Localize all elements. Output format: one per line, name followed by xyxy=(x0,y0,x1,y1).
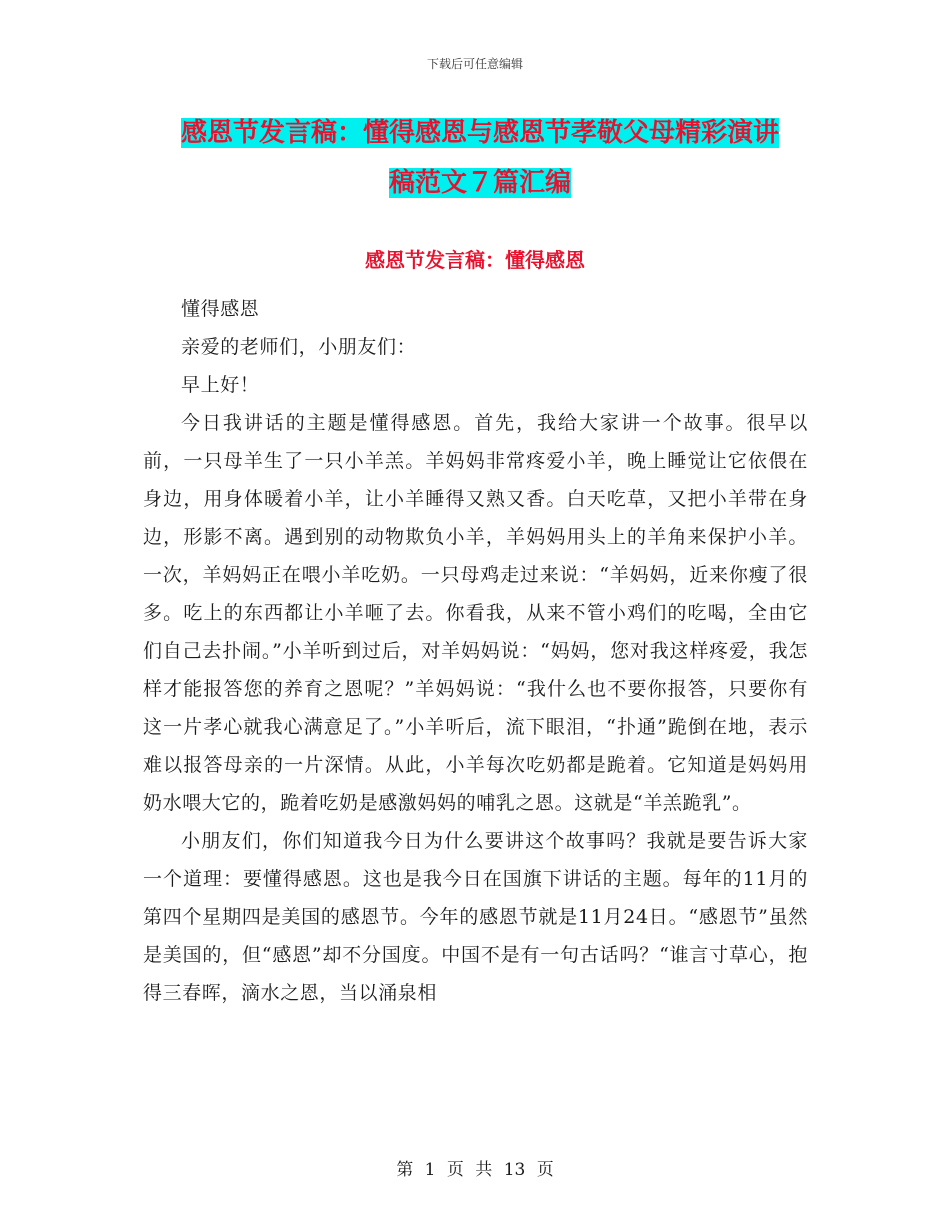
document-title-line-2: 稿范文７篇汇编 xyxy=(388,168,571,198)
paragraph-story: 今日我讲话的主题是懂得感恩。首先，我给大家讲一个故事。很早以前，一只母羊生了一只小羊羔。羊妈妈非常疼爱小羊，晚上睡觉让它依偎在身边，用身体暖着小羊，让小羊睡得又熟又香。白天吃草，又把小羊带在身边，形影不离。遇到别的动物欺负小羊，羊妈妈用头上的羊角来保护小羊。一次，羊妈妈正在喂小羊吃奶。一只母鸡走过来说：“羊妈妈，近来你瘦了很多。吃上的东西都让小羊咂了去。你看我，从来不管小鸡们的吃喝，全由它们自己去扑闹。”小羊听到过后，对羊妈妈说：“妈妈，您对我这样疼爱，我怎样才能报答您的养育之恩呢？”羊妈妈说：“我什么也不要你报答，只要你有这一片孝心就我心满意足了。”小羊听后，流下眼泪，“扑通”跪倒在地，表示难以报答母亲的一片深情。从此，小羊每次吃奶都是跪着。它知道是妈妈用奶水喂大它的，跪着吃奶是感激妈妈的哺乳之恩。这就是“羊羔跪乳”。 xyxy=(143,412,808,814)
document-title xyxy=(140,108,820,208)
paragraph-subtitle: 懂得感恩 xyxy=(181,298,260,320)
paragraph-morning: 早上好！ xyxy=(181,374,260,396)
section-heading: 感恩节发言稿：懂得感恩 xyxy=(365,248,585,272)
paragraph-lesson: 小朋友们，你们知道我今日为什么要讲这个故事吗？我就是要告诉大家一个道理：要懂得感恩。这也是我今日在国旗下讲话的主题。每年的11月的第四个星期四是美国的感恩节。今年的感恩节就是11月24日。“感恩节”虽然是美国的，但“感恩”却不分国度。中国不是有一句古话吗？“谁言寸草心，抱得三春晖，滴水之恩，当以涌泉相 xyxy=(143,830,808,1004)
page-number: 第 1 页 共 13 页 xyxy=(396,1160,554,1180)
body-text xyxy=(143,290,808,1012)
paragraph-greeting: 亲爱的老师们，小朋友们： xyxy=(181,336,417,358)
header-note: 下载后可任意编辑 xyxy=(426,57,523,71)
document-title-line-1: 感恩节发言稿：懂得感恩与感恩节孝敬父母精彩演讲 xyxy=(180,118,779,148)
